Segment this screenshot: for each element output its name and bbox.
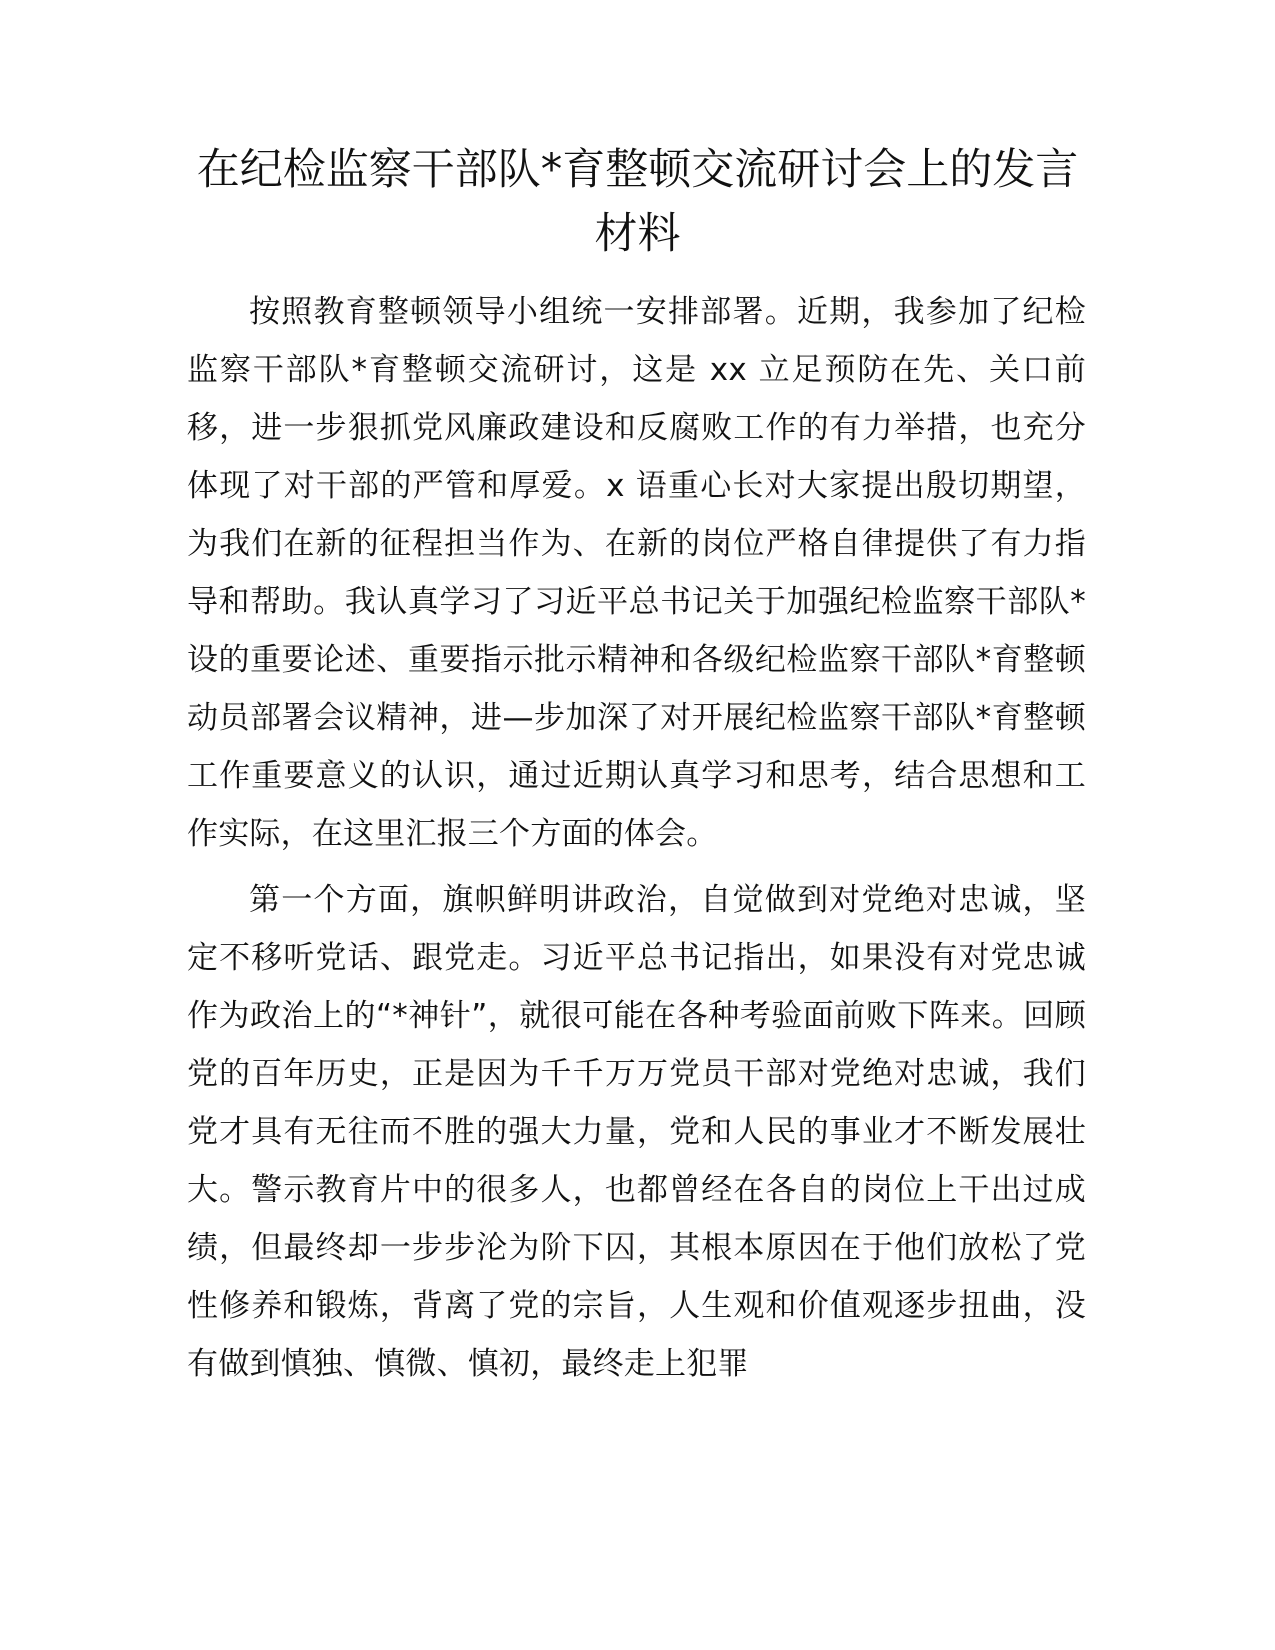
document-body	[187, 283, 1086, 1401]
document-title: 在纪检监察干部队*育整顿交流研讨会上的发言材料	[196, 145, 1079, 259]
paragraph-first-aspect: 第一个方面，旗帜鲜明讲政治，自觉做到对党绝对忠诚，坚定不移听党话、跟党走。习近平总书记指出，如果没有对党忠诚作为政治上的“*神针”，就很可能在各种考验面前败下阵来。回顾党的百年历史，正是因为千千万万党员干部对党绝对忠诚，我们党才具有无往而不胜的强大力量，党和人民的事业才不断发展壮大。警示教育片中的很多人，也都曾经在各自的岗位上干出过成绩，但最终却一步步沦为阶下囚，其根本原因在于他们放松了党性修养和锻炼，背离了党的宗旨，人生观和价值观逐步扭曲，没有做到慎独、慎微、慎初，最终走上犯罪	[187, 882, 1086, 1382]
paragraph-intro: 按照教育整顿领导小组统一安排部署。近期，我参加了纪检监察干部队*育整顿交流研讨，这是 xx 立足预防在先、关口前移，进一步狠抓党风廉政建设和反腐败工作的有力举措，也充分体现了对干部的严管和厚爱。x 语重心长对大家提出殷切期望，为我们在新的征程担当作为、在新的岗位严格自律提供了有力指导和帮助。我认真学习了习近平总书记关于加强纪检监察干部队*设的重要论述、重要指示批示精神和各级纪检监察干部队*育整顿动员部署会议精神，进—步加深了对开展纪检监察干部队*育整顿工作重要意义的认识，通过近期认真学习和思考，结合思想和工作实际，在这里汇报三个方面的体会。	[187, 294, 1086, 852]
